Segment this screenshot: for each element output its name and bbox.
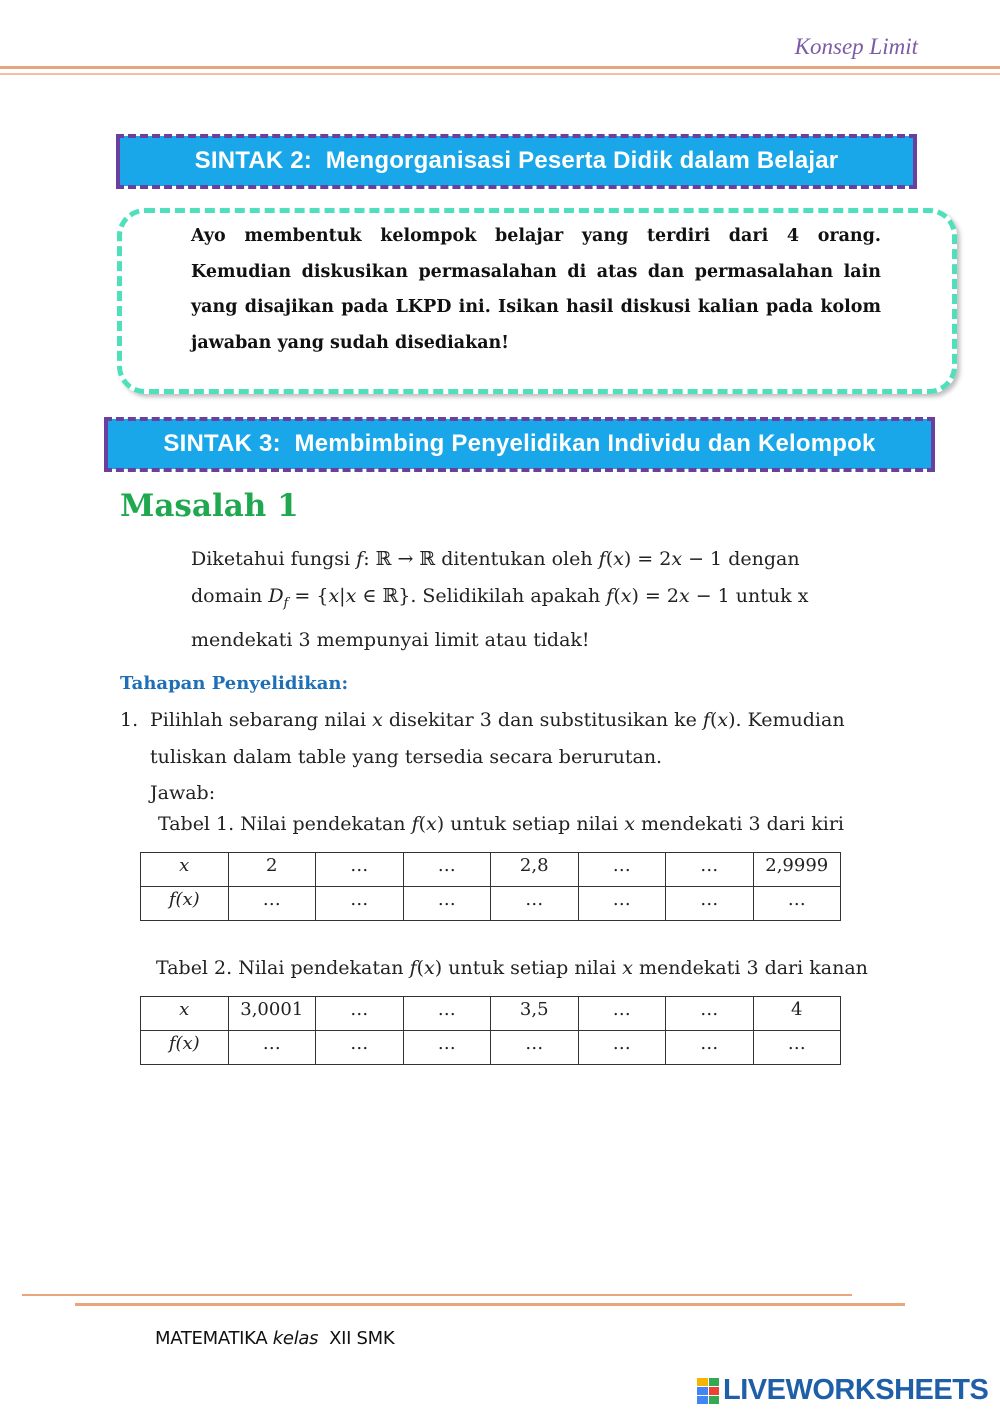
liveworksheets-wordmark: LIVEWORKSHEETS (723, 1374, 989, 1406)
table-cell[interactable]: … (666, 887, 754, 921)
table-row-fx (141, 887, 841, 921)
table2-right-approach (140, 996, 841, 1065)
table-cell[interactable]: … (491, 1031, 579, 1065)
step-1-line-2: tuliskan dalam table yang tersedia secara berurutan. (150, 745, 663, 768)
table1-caption: Tabel 1. Nilai pendekatan f(x) untuk setiap nilai x mendekati 3 dari kiri (158, 813, 845, 835)
steps-heading: Tahapan Penyelidikan: (120, 673, 349, 694)
step-1 (120, 702, 900, 812)
table-cell[interactable]: … (403, 1031, 491, 1065)
table-cell[interactable]: … (578, 853, 666, 887)
table-cell[interactable]: … (666, 997, 754, 1031)
row-header-x: x (141, 853, 229, 887)
table-row-x (141, 853, 841, 887)
footer-rule (22, 1294, 852, 1296)
sintak2-label: SINTAK 2: Mengorganisasi Peserta Didik dalam Belajar (194, 147, 839, 174)
table-cell: 3,0001 (228, 997, 316, 1031)
table-cell[interactable]: … (578, 1031, 666, 1065)
sintak2-banner (120, 136, 913, 186)
table-cell[interactable]: … (578, 887, 666, 921)
table-cell[interactable]: … (666, 1031, 754, 1065)
problem-line-3: mendekati 3 mempunyai limit atau tidak! (191, 628, 590, 651)
table-cell[interactable]: … (403, 887, 491, 921)
table2-caption: Tabel 2. Nilai pendekatan f(x) untuk setiap nilai x mendekati 3 dari kanan (156, 957, 868, 979)
table-cell: 4 (753, 997, 841, 1031)
problem-title: Masalah 1 (120, 488, 299, 524)
row-header-x: x (141, 997, 229, 1031)
liveworksheets-icon (697, 1378, 719, 1404)
row-header-fx: f(x) (141, 887, 229, 921)
instruction-text: Ayo membentuk kelompok belajar yang terdiri dari 4 orang. Kemudian diskusikan permasalahan di atas dan permasalahan lain yang disajikan pada LKPD ini. Isikan hasil diskusi kalian pada kolom jawaban yang sudah disediakan! (191, 226, 881, 353)
step-1-line-1: Pilihlah sebarang nilai x disekitar 3 dan substitusikan ke f(x). Kemudian (150, 709, 845, 731)
table-cell[interactable]: … (316, 853, 404, 887)
sintak3-label: SINTAK 3: Membimbing Penyelidikan Individu dan Kelompok (163, 430, 876, 457)
table-cell: 2,8 (491, 853, 579, 887)
table-cell[interactable]: … (403, 997, 491, 1031)
footer-rule-2 (75, 1303, 905, 1306)
step-number: 1. (120, 709, 139, 731)
table-cell[interactable]: … (316, 1031, 404, 1065)
table-row-x (141, 997, 841, 1031)
answer-label: Jawab: (150, 782, 216, 804)
table-cell[interactable]: … (491, 887, 579, 921)
problem-statement (191, 541, 841, 658)
table-cell[interactable]: … (228, 1031, 316, 1065)
table-cell[interactable]: … (316, 997, 404, 1031)
header-rule-thin (0, 73, 1000, 75)
table-cell[interactable]: … (316, 887, 404, 921)
row-header-fx: f(x) (141, 1031, 229, 1065)
table1-left-approach (140, 852, 841, 921)
problem-line-2: domain $D_f = \{x|x$ ∈ ℝ}. Selidikilah apakah f(x) = 2x − 1 untuk x (191, 584, 809, 611)
table-cell: 3,5 (491, 997, 579, 1031)
problem-line-1: Diketahui fungsi f: ℝ → ℝ ditentukan oleh f(x) = 2x − 1 dengan (191, 548, 800, 570)
sintak3-banner (108, 419, 931, 469)
table-cell[interactable]: … (753, 887, 841, 921)
table-cell[interactable]: … (666, 853, 754, 887)
table-cell[interactable]: … (403, 853, 491, 887)
table-cell[interactable]: … (578, 997, 666, 1031)
table-row-fx (141, 1031, 841, 1065)
liveworksheets-logo (697, 1374, 988, 1407)
table-cell[interactable]: … (753, 1031, 841, 1065)
footer-subject: MATEMATIKA kelas XII SMK (155, 1328, 395, 1349)
table-cell[interactable]: … (228, 887, 316, 921)
header-title: Konsep Limit (794, 34, 918, 59)
table-cell: 2,9999 (753, 853, 841, 887)
table-cell: 2 (228, 853, 316, 887)
header-rule (0, 66, 1000, 69)
